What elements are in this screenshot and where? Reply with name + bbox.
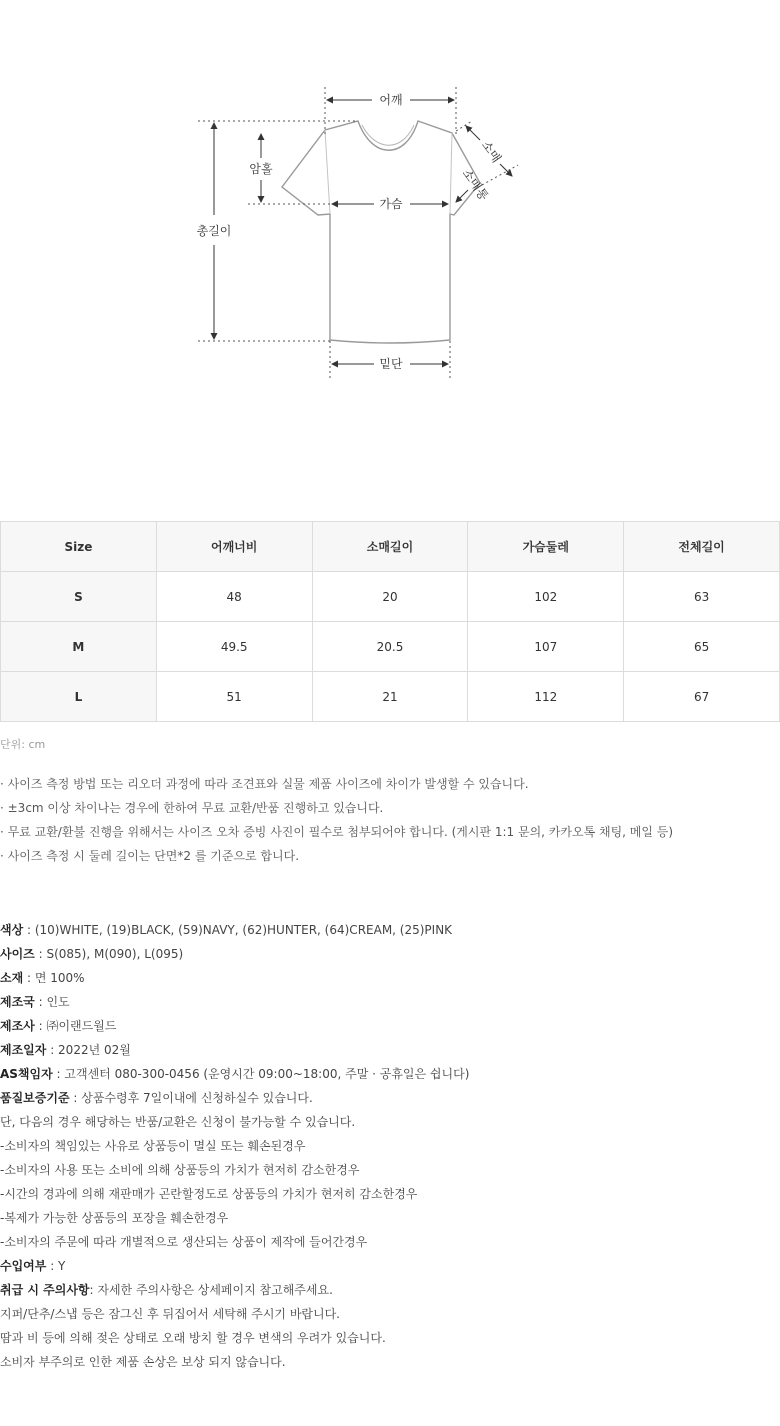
info-value: 땀과 비 등에 의해 젖은 상태로 오래 방치 할 경우 변색의 우려가 있습니다.	[0, 1331, 386, 1345]
info-value: : ㈜이랜드월드	[34, 1019, 117, 1033]
table-cell: 65	[624, 622, 780, 672]
table-row	[1, 672, 780, 722]
info-country	[0, 992, 469, 1016]
info-label: 색상	[0, 923, 24, 937]
info-manufacturer	[0, 1016, 469, 1040]
label-sleeve: 소매	[478, 138, 504, 166]
label-armhole: 암홀	[249, 162, 273, 176]
info-line	[0, 1328, 469, 1352]
header-sleeve-length: 소매길이	[312, 522, 468, 572]
arrow-sleeve-bottom	[500, 164, 512, 176]
label-chest: 가슴	[379, 197, 403, 211]
info-value: : 고객센터 080-300-0456 (운영시간 09:00~18:00, 주말 · 공휴일은 쉽니다)	[52, 1067, 470, 1081]
unit-note: 단위: cm	[0, 738, 46, 751]
info-label: AS책임자	[0, 1067, 53, 1081]
info-line	[0, 1352, 469, 1376]
label-sleeve-width: 소매통	[459, 166, 491, 203]
table-row	[1, 572, 780, 622]
table-cell: 20.5	[312, 622, 468, 672]
info-value: -복제가 가능한 상품등의 포장을 훼손한경우	[0, 1211, 229, 1225]
info-line	[0, 1232, 469, 1256]
table-cell: 51	[156, 672, 312, 722]
info-value: -소비자의 주문에 따라 개별적으로 생산되는 상품이 제작에 들어간경우	[0, 1235, 368, 1249]
table-cell: 67	[624, 672, 780, 722]
size-table-header-row	[1, 522, 780, 572]
info-manufacture-date	[0, 1040, 469, 1064]
info-label: 소재	[0, 971, 24, 985]
label-hem: 밑단	[379, 357, 403, 371]
info-line	[0, 1208, 469, 1232]
table-cell: 107	[468, 622, 624, 672]
table-cell-size: L	[1, 672, 157, 722]
size-notes	[0, 774, 673, 870]
list-item: · 사이즈 측정 방법 또는 리오더 과정에 따라 조견표와 실물 제품 사이즈에 차이가 발생할 수 있습니다.	[0, 777, 529, 791]
info-import	[0, 1256, 469, 1280]
table-cell: 49.5	[156, 622, 312, 672]
table-row	[1, 622, 780, 672]
header-total-length: 전체길이	[624, 522, 780, 572]
info-value: 소비자 부주의로 인한 제품 손상은 보상 되지 않습니다.	[0, 1355, 286, 1369]
arrow-sleeve-top	[466, 126, 480, 140]
info-line	[0, 1136, 469, 1160]
header-chest: 가슴둘레	[468, 522, 624, 572]
info-label: 제조일자	[0, 1043, 47, 1057]
info-material	[0, 968, 469, 992]
info-label: 품질보증기준	[0, 1091, 70, 1105]
info-value: -시간의 경과에 의해 재판매가 곤란할정도로 상품등의 가치가 현저히 감소한경우	[0, 1187, 418, 1201]
info-value: : S(085), M(090), L(095)	[34, 947, 184, 961]
tshirt-outline	[282, 121, 480, 343]
table-cell: 21	[312, 672, 468, 722]
table-cell: 112	[468, 672, 624, 722]
info-quality-warranty	[0, 1088, 469, 1112]
header-size: Size	[1, 522, 157, 572]
guide-sleeve-b	[482, 165, 518, 185]
label-shoulder: 어깨	[379, 93, 403, 107]
info-color	[0, 920, 469, 944]
info-label: 수입여부	[0, 1259, 47, 1273]
info-label: 취급 시 주의사항	[0, 1283, 90, 1297]
info-care	[0, 1280, 469, 1304]
info-line	[0, 1112, 469, 1136]
info-value: : 자세한 주의사항은 상세페이지 참고해주세요.	[89, 1283, 333, 1297]
table-cell: 20	[312, 572, 468, 622]
label-total-length: 총길이	[196, 224, 232, 238]
info-label: 사이즈	[0, 947, 35, 961]
list-item: · 무료 교환/환불 진행을 위해서는 사이즈 오차 증빙 사진이 필수로 첨부되어야 합니다. (게시판 1:1 문의, 카카오톡 채팅, 메일 등)	[0, 825, 674, 839]
info-value: -소비자의 책임있는 사유로 상품등이 멸실 또는 훼손된경우	[0, 1139, 306, 1153]
header-shoulder-width: 어깨너비	[156, 522, 312, 572]
info-value: : 면 100%	[23, 971, 85, 985]
size-table	[0, 521, 780, 722]
list-item: · 사이즈 측정 시 둘레 길이는 단면*2 를 기준으로 합니다.	[0, 849, 300, 863]
info-value: -소비자의 사용 또는 소비에 의해 상품등의 가치가 현저히 감소한경우	[0, 1163, 360, 1177]
info-value: 지퍼/단추/스냅 등은 잠그신 후 뒤집어서 세탁해 주시기 바랍니다.	[0, 1307, 340, 1321]
info-value: : 상품수령후 7일이내에 신청하실수 있습니다.	[69, 1091, 313, 1105]
info-as-contact	[0, 1064, 469, 1088]
table-cell-size: S	[1, 572, 157, 622]
info-value: : 2022년 02월	[46, 1043, 131, 1057]
info-line	[0, 1160, 469, 1184]
product-info	[0, 920, 469, 1376]
info-value: 단, 다음의 경우 해당하는 반품/교환은 신청이 불가능할 수 있습니다.	[0, 1115, 356, 1129]
list-item: · ±3cm 이상 차이나는 경우에 한하여 무료 교환/반품 진행하고 있습니다.	[0, 801, 384, 815]
info-value: : Y	[46, 1259, 66, 1273]
info-label: 제조사	[0, 1019, 35, 1033]
info-line	[0, 1304, 469, 1328]
info-label: 제조국	[0, 995, 35, 1009]
tshirt-measurement-diagram	[0, 0, 780, 400]
table-cell: 102	[468, 572, 624, 622]
table-cell: 48	[156, 572, 312, 622]
table-cell-size: M	[1, 622, 157, 672]
info-line	[0, 1184, 469, 1208]
info-value: : (10)WHITE, (19)BLACK, (59)NAVY, (62)HUNTER, (64)CREAM, (25)PINK	[23, 923, 453, 937]
info-value: : 인도	[34, 995, 70, 1009]
table-cell: 63	[624, 572, 780, 622]
info-size	[0, 944, 469, 968]
